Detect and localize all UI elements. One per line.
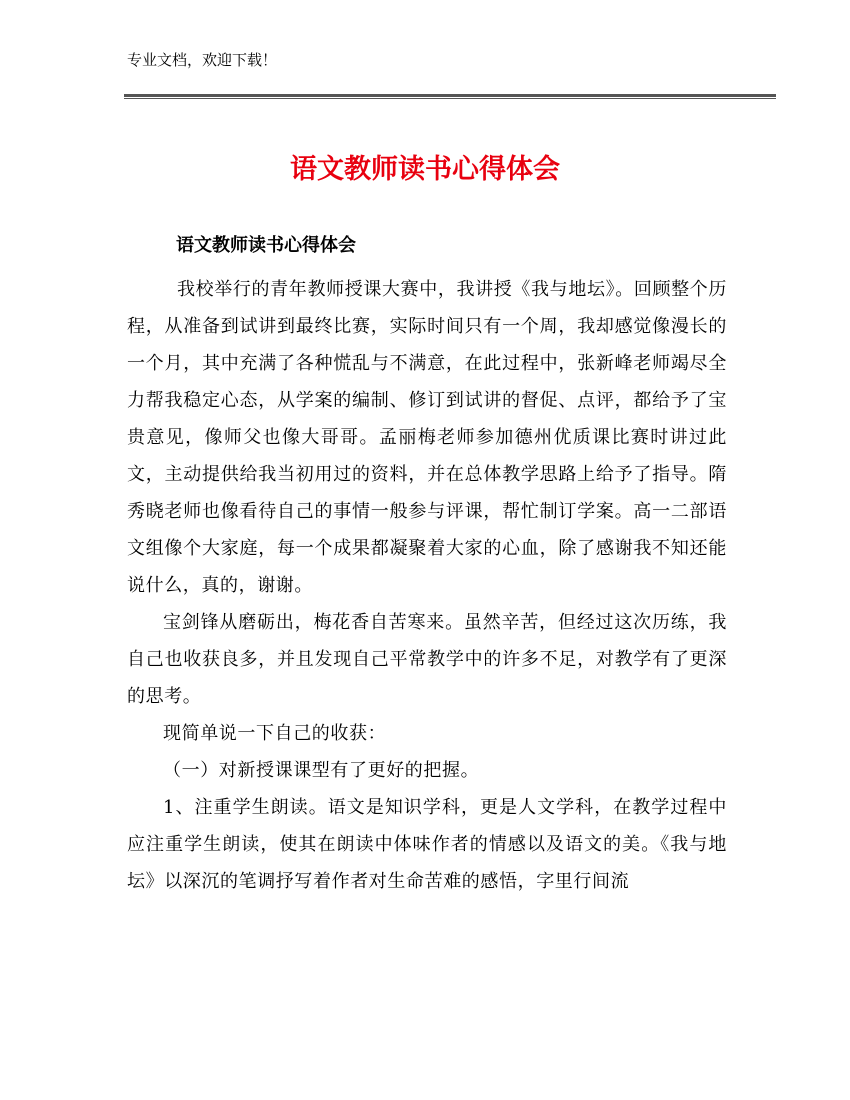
body-paragraph-3: 现简单说一下自己的收获： xyxy=(163,723,387,744)
body-paragraph-2: 宝剑锋从磨砺出，梅花香自苦寒来。虽然辛苦，但经过这次历练，我自己也收获良多，并且发现自己平常教学中的许多不足，对教学有了更深的思考。 xyxy=(127,612,727,707)
body-paragraph-1: 我校举行的青年教师授课大赛中，我讲授《我与地坛》。回顾整个历程，从准备到试讲到最终比赛，实际时间只有一个周，我却感觉像漫长的一个月，其中充满了各种慌乱与不满意，在此过程中，张新峰老师竭尽全力帮我稳定心态，从学案的编制、修订到试讲的督促、点评，都给予了宝贵意见，像师父也像大哥哥。孟丽梅老师参加德州优质课比赛时讲过此文，主动提供给我当初用过的资料，并在总体教学思路上给予了指导。隋秀晓老师也像看待自己的事情一般参与评课，帮忙制订学案。高一二部语文组像个大家庭，每一个成果都凝聚着大家的心血，除了感谢我不知还能说什么，真的，谢谢。 xyxy=(127,279,727,596)
header-divider xyxy=(124,94,776,99)
document-title: 语文教师读书心得体会 xyxy=(290,154,560,185)
document-body xyxy=(127,271,727,900)
body-paragraph-5: 1、注重学生朗读。语文是知识学科，更是人文学科，在教学过程中应注重学生朗读，使其在朗读中体味作者的情感以及语文的美。《我与地坛》以深沉的笔调抒写着作者对生命苦难的感悟，字里行间流 xyxy=(127,797,727,892)
page-header-text: 专业文档，欢迎下载！ xyxy=(127,51,278,69)
header-divider-thick-line xyxy=(124,94,776,97)
header-divider-thin-line xyxy=(124,98,776,99)
body-paragraph-4: （一）对新授课课型有了更好的把握。 xyxy=(163,760,480,781)
document-subtitle: 语文教师读书心得体会 xyxy=(176,235,356,256)
